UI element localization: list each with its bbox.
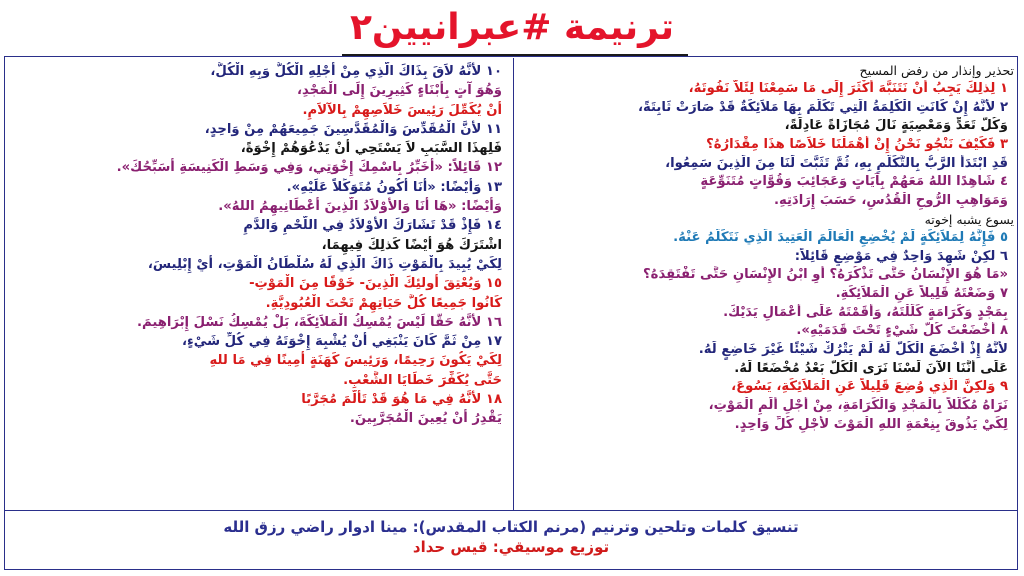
- verse-line: ١٤ فَإِذْ قَدْ تَشَارَكَ الأَوْلاَدُ فِي اللَّحْمِ وَالدَّمِ: [243, 218, 502, 234]
- verse-line: وَأَيْضًا: «هَا أَنَا وَالأَوْلاَدُ الَّذِينَ أَعْطَانِيهِمُ اللهُ».: [218, 199, 502, 215]
- column-divider: [513, 58, 514, 510]
- section-heading-warning: تحذير وإنذار من رفض المسيح: [859, 63, 1014, 78]
- verse-line: بِمَجْدٍ وَكَرَامَةٍ كَلَّلْتَهُ، وَأَقَمْتَهُ عَلَى أَعْمَالِ يَدَيْكَ.: [723, 304, 1008, 320]
- verse-line: وَمَوَاهِبِ الرُّوحِ الْقُدُسِ، حَسَبَ إِرَادَتِهِ.: [773, 193, 1008, 209]
- verse-line: ١٦ لأَنَّهُ حَقًّا لَيْسَ يُمْسِكُ الْمَلاَئِكَةَ، بَلْ يُمْسِكُ نَسْلَ إِبْرَاهِيمَ.: [137, 314, 502, 330]
- verse-line: ١٣ وَأَيْضًا: «أَنَا أَكُونُ مُتَوَكِّلاً عَلَيْهِ».: [286, 179, 502, 195]
- right-verses-group-2: [522, 229, 1014, 435]
- verse-line: وَكُلُّ تَعَدٍّ وَمَعْصِيَةٍ نَالَ مُجَازَاةً عَادِلَةً،: [784, 118, 1008, 134]
- credits-footer: [4, 510, 1018, 570]
- verse-line: عَلَى أَنَّنَا الآنَ لَسْنَا نَرَى الْكُلَّ بَعْدُ مُخْضَعًا لَهُ.: [734, 360, 1008, 376]
- verse-line: ١٥ وَيُعْتِقَ أُولئِكَ الَّذِينَ- خَوْفًا مِنَ الْمَوْتِ-: [249, 276, 502, 292]
- verse-line: ٥ فَإِنَّهُ لِمَلاَئِكَةٍ لَمْ يُخْضِعِ الْعَالَمَ الْعَتِيدَ الَّذِي نَتَكَلَّمُ عَنْهُ.: [673, 229, 1008, 245]
- left-column: [14, 62, 508, 506]
- verse-line: «مَا هُوَ الإِنْسَانُ حَتَّى تَذْكُرَهُ؟ أَوِ ابْنُ الإِنْسَانِ حَتَّى تَفْتَقِدَهُ؟: [643, 267, 1008, 283]
- left-verses-group: [14, 62, 508, 429]
- verse-line: أَنْ يُكَمِّلَ رَئِيسَ خَلاَصِهِمْ بِالآلاَمِ.: [302, 102, 502, 118]
- verse-line: لِكَيْ يُبِيدَ بِالْمَوْتِ ذَاكَ الَّذِي لَهُ سُلْطَانُ الْمَوْتِ، أَيْ إِبْلِيسَ،: [147, 256, 502, 272]
- verse-line: ١ لِذلِكَ يَجِبُ أَنْ نَتَنَبَّهَ أَكْثَرَ إِلَى مَا سَمِعْنَا لِئَلاَّ نَفُوتَهُ،: [688, 81, 1008, 96]
- verse-line: وَهُوَ آتٍ بِأَبْنَاءٍ كَثِيرِينَ إِلَى الْمَجْدِ،: [297, 83, 502, 99]
- verse-line: ٤ شَاهِدًا اللهُ مَعَهُمْ بِآيَاتٍ وَعَجَائِبَ وَقُوَّاتٍ مُتَنَوِّعَةٍ: [700, 174, 1008, 190]
- section-heading-jesus-like-brothers: يسوع يشبه إخوته: [924, 211, 1014, 227]
- verse-line: ٩ وَلكِنَّ الَّذِي وُضِعَ قَلِيلاً عَنِ الْمَلاَئِكَةِ، يَسُوعَ،: [731, 379, 1008, 395]
- verse-line: ١٨ لأَنَّهُ فِي مَا هُوَ قَدْ تَأَلَّمَ مُجَرَّبًا: [301, 392, 502, 408]
- verse-line: حَتَّى يُكَفِّرَ خَطَايَا الشَّعْبِ.: [343, 372, 502, 388]
- verse-line: لأَنَّهُ إِذْ أَخْضَعَ الْكُلَّ لَهُ لَمْ يَتْرُكْ شَيْئًا غَيْرَ خَاضِعٍ لَهُ.: [698, 341, 1008, 357]
- verse-line: يَقْدِرُ أَنْ يُعِينَ الْمُجَرَّبِينَ.: [349, 411, 502, 427]
- verse-line: ١١ لأَنَّ الْمُقَدِّسَ وَالْمُقَدَّسِينَ جَمِيعَهُمْ مِنْ وَاحِدٍ،: [204, 121, 502, 137]
- credit-line: تنسيق كلمات وتلحين وترنيم (مرنم الكتاب المقدس): مينا ادوار راضي رزق الله: [223, 518, 799, 536]
- verse-line: اشْتَرَكَ هُوَ أَيْضًا كَذلِكَ فِيهِمَا،: [321, 237, 502, 253]
- verse-line: ٦ لكِنْ شَهِدَ وَاحِدٌ فِي مَوْضِعٍ قَائِلاً:: [794, 248, 1008, 264]
- verse-line: ٧ وَضَعْتَهُ قَلِيلاً عَنِ الْمَلاَئِكَةِ.: [835, 285, 1008, 301]
- verse-line: ٢ لأَنَّهُ إِنْ كَانَتِ الْكَلِمَةُ الَّتِي تَكَلَّمَ بِهَا مَلاَئِكَةٌ قَدْ صَارَتْ ثَابِتَةً،: [638, 99, 1008, 115]
- verse-line: ١٧ مِنْ ثَمَّ كَانَ يَنْبَغِي أَنْ يُشْبِهَ إِخْوَتَهُ فِي كُلِّ شَيْءٍ،: [182, 334, 502, 350]
- distribution-line: توزيع موسيقي: قيس حداد: [412, 538, 610, 556]
- verse-line: قَدِ ابْتَدَأَ الرَّبُّ بِالتَّكَلُّمِ بِهِ، ثُمَّ تَثَبَّتَ لَنَا مِنَ الَّذِينَ سَمِعُوا،: [665, 155, 1008, 171]
- verse-line: لِكَيْ يَذُوقَ بِنِعْمَةِ اللهِ الْمَوْتَ لأَجْلِ كُلِّ وَاحِدٍ.: [734, 416, 1008, 432]
- right-verses-group-1: [522, 80, 1014, 211]
- verse-line: كَانُوا جَمِيعًا كُلَّ حَيَاتِهِمْ تَحْتَ الْعُبُودِيَّةِ.: [265, 295, 502, 311]
- verse-line: ٣ فَكَيْفَ نَنْجُو نَحْنُ إِنْ أَهْمَلْنَا خَلاَصًا هذَا مِقْدَارُهُ؟: [706, 137, 1008, 153]
- verse-line: ١٢ قَائِلاً: «أُخَبِّرُ بِاسْمِكَ إِخْوَتِي، وَفِي وَسَطِ الْكَنِيسَةِ أُسَبِّحُكَ».: [116, 160, 502, 176]
- verse-line: فَلِهذَا السَّبَبِ لاَ يَسْتَحِي أَنْ يَدْعُوَهُمْ إِخْوَةً،: [240, 141, 502, 157]
- page-title: ترنيمة #عبرانيين٢: [349, 7, 675, 48]
- verse-line: لِكَيْ يَكُونَ رَحِيمًا، وَرَئِيسَ كَهَنَةٍ أَمِينًا فِي مَا للهِ: [209, 353, 502, 369]
- verse-line: ١٠ لأَنَّهُ لاَقَ بِذَاكَ الَّذِي مِنْ أَجْلِهِ الْكُلُّ وَبِهِ الْكُلُّ،: [210, 64, 502, 79]
- right-column: [522, 62, 1014, 506]
- verse-line: ٨ أَخْضَعْتَ كُلَّ شَيْءٍ تَحْتَ قَدَمَيْهِ».: [796, 323, 1008, 339]
- verse-line: نَرَاهُ مُكَلَّلاً بِالْمَجْدِ وَالْكَرَامَةِ، مِنْ أَجْلِ أَلَمِ الْمَوْتِ،: [708, 398, 1008, 413]
